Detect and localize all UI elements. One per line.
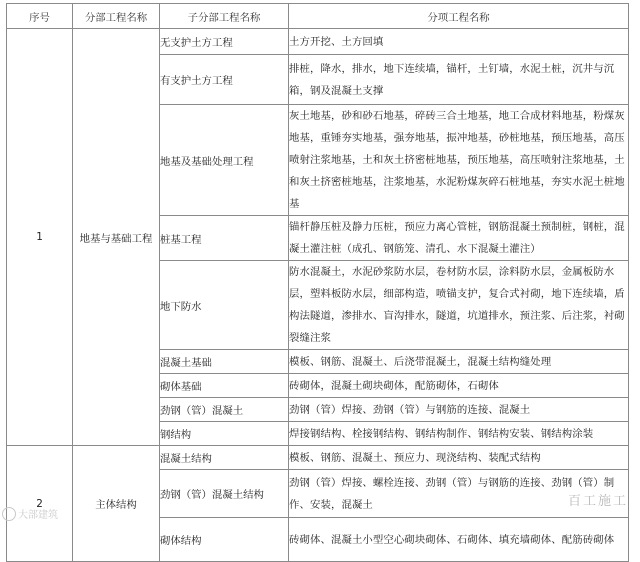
watermark-right — [568, 490, 628, 509]
header-items: 分项工程名称 — [289, 4, 629, 29]
subdivision-name: 无支护土方工程 — [160, 29, 289, 55]
subdivision-name: 有支护土方工程 — [160, 55, 289, 105]
items-text: 防水混凝土，水泥砂浆防水层，卷材防水层，涂料防水层，金属板防水层，塑料板防水层，细部构造，喷锚支护，复合式衬砌，地下连续墙，盾构法隧道，渗排水、盲沟排水，隧道，坑道排水，预注浆、后注浆，衬砌裂缝注浆 — [289, 261, 629, 350]
subdivision-name: 砌体结构 — [160, 518, 289, 562]
subdivision-name: 劲钢（管）混凝土结构 — [160, 470, 289, 518]
row-number: 2 — [7, 446, 73, 562]
table-row — [7, 29, 629, 55]
items-text: 劲钢（管）焊接、螺栓连接、劲钢（管）与钢筋的连接、劲钢（管）制作、安装，混凝土 — [289, 470, 629, 518]
items-text: 排桩，降水，排水，地下连续墙，锚杆，土钉墙，水泥土桩，沉井与沉箱，钢及混凝土支撑 — [289, 55, 629, 105]
items-text: 模板、钢筋、混凝土、预应力、现浇结构、装配式结构 — [289, 446, 629, 470]
items-text: 模板、钢筋、混凝土、后浇带混凝土，混凝土结构缝处理 — [289, 350, 629, 374]
watermark-left — [2, 506, 58, 521]
items-text: 灰土地基，砂和砂石地基，碎砖三合土地基，地工合成材料地基，粉煤灰地基，重锤夯实地基，强夯地基，振冲地基，砂桩地基，预压地基，高压喷射注浆地基，土和灰土挤密桩地基，预压地基，高压喷射注浆地基，土和灰土挤密桩地基，注浆地基，水泥粉煤灰碎石桩地基，夯实水泥土桩地基 — [289, 105, 629, 216]
engineering-division-table — [6, 3, 629, 562]
subdivision-name: 混凝土基础 — [160, 350, 289, 374]
subdivision-name: 地下防水 — [160, 261, 289, 350]
watermark-right-text: 百工施工 — [568, 494, 629, 509]
items-text: 劲钢（管）焊接、劲钢（管）与钢筋的连接、混凝土 — [289, 398, 629, 422]
items-text: 土方开挖、土方回填 — [289, 29, 629, 55]
header-subdivision: 子分部工程名称 — [160, 4, 289, 29]
subdivision-name: 砌体基础 — [160, 374, 289, 398]
header-no: 序号 — [7, 4, 73, 29]
items-text: 锚杆静压桩及静力压桩，预应力离心管桩，钢筋混凝土预制桩，钢桩，混凝土灌注桩（成孔、钢筋笼、清孔、水下混凝土灌注） — [289, 216, 629, 261]
subdivision-name: 地基及基础处理工程 — [160, 105, 289, 216]
division-name: 主体结构 — [73, 446, 160, 562]
table-header-row — [7, 4, 629, 29]
items-text: 焊接钢结构、栓接钢结构、钢结构制作、钢结构安装、钢结构涂装 — [289, 422, 629, 446]
subdivision-name: 钢结构 — [160, 422, 289, 446]
row-number: 1 — [7, 29, 73, 446]
subdivision-name: 劲钢（管）混凝土 — [160, 398, 289, 422]
items-text: 砖砌体，混凝土砌块砌体，配筋砌体，石砌体 — [289, 374, 629, 398]
division-name: 地基与基础工程 — [73, 29, 160, 446]
watermark-logo-icon — [2, 507, 16, 521]
watermark-left-text: 大部建筑 — [18, 510, 58, 521]
table-row — [7, 446, 629, 470]
subdivision-name: 混凝土结构 — [160, 446, 289, 470]
header-division: 分部工程名称 — [73, 4, 160, 29]
items-text: 砖砌体、混凝土小型空心砌块砌体、石砌体、填充墙砌体、配筋砖砌体 — [289, 518, 629, 562]
subdivision-name: 桩基工程 — [160, 216, 289, 261]
